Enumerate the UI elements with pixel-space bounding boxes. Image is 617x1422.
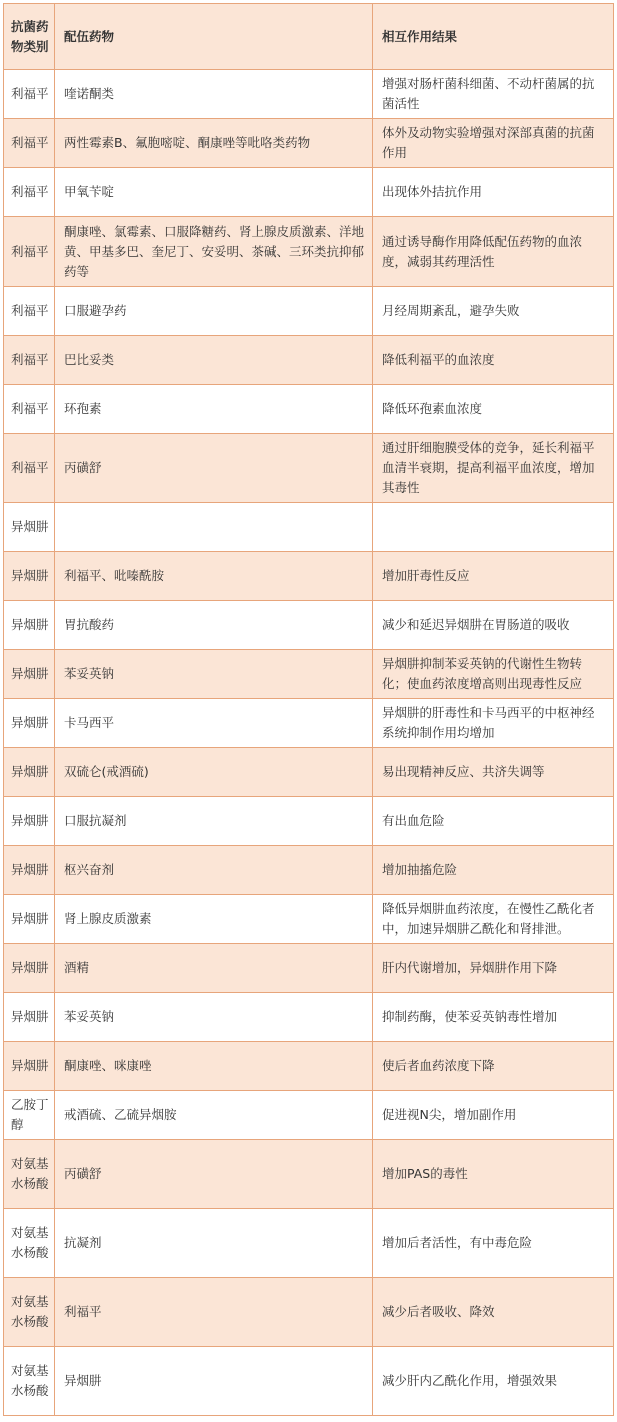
category-cell: 异烟肼 [4,1042,55,1091]
drug-cell: 苯妥英钠 [55,650,373,699]
table-row [4,1091,614,1140]
table-row [4,336,614,385]
table-row [4,168,614,217]
drug-cell: 卡马西平 [55,699,373,748]
result-cell: 通过诱导酶作用降低配伍药物的血浓度，减弱其药理活性 [373,217,614,287]
drug-cell: 异烟肼 [55,1347,373,1416]
category-cell: 异烟肼 [4,650,55,699]
drug-cell: 戒酒硫、乙硫异烟胺 [55,1091,373,1140]
drug-cell: 双硫仑(戒酒硫) [55,748,373,797]
category-cell: 异烟肼 [4,895,55,944]
table-row [4,434,614,503]
drug-cell: 酮康唑、氯霉素、口服降糖药、肾上腺皮质激素、洋地黄、甲基多巴、奎尼丁、安妥明、茶碱、三环类抗抑郁药等 [55,217,373,287]
category-cell: 乙胺丁醇 [4,1091,55,1140]
table-row [4,70,614,119]
category-cell: 对氨基水杨酸 [4,1278,55,1347]
table-row [4,601,614,650]
drug-cell: 利福平、吡嗪酰胺 [55,552,373,601]
table-row [4,1347,614,1416]
result-cell [373,503,614,552]
drug-cell: 两性霉素B、氟胞嘧啶、酮康唑等吡咯类药物 [55,119,373,168]
result-cell: 出现体外拮抗作用 [373,168,614,217]
table-row [4,797,614,846]
category-cell: 利福平 [4,70,55,119]
drug-cell: 巴比妥类 [55,336,373,385]
drug-cell: 环孢素 [55,385,373,434]
result-cell: 增加抽搐危险 [373,846,614,895]
category-cell: 对氨基水杨酸 [4,1347,55,1416]
result-cell: 易出现精神反应、共济失调等 [373,748,614,797]
result-cell: 使后者血药浓度下降 [373,1042,614,1091]
drug-cell: 胃抗酸药 [55,601,373,650]
category-cell: 异烟肼 [4,993,55,1042]
drug-cell: 抗凝剂 [55,1209,373,1278]
category-cell: 异烟肼 [4,552,55,601]
result-cell: 增加后者活性，有中毒危险 [373,1209,614,1278]
table-row [4,1042,614,1091]
table-row [4,385,614,434]
table-row [4,217,614,287]
category-cell: 对氨基水杨酸 [4,1209,55,1278]
table-row [4,895,614,944]
table-row [4,944,614,993]
drug-cell: 口服避孕药 [55,287,373,336]
result-cell: 异烟肼抑制苯妥英钠的代谢性生物转化；使血药浓度增高则出现毒性反应 [373,650,614,699]
drug-cell: 口服抗凝剂 [55,797,373,846]
category-cell: 利福平 [4,217,55,287]
header-row [4,4,614,70]
result-cell: 有出血危险 [373,797,614,846]
category-cell: 利福平 [4,168,55,217]
table-row [4,650,614,699]
result-cell: 肝内代谢增加，异烟肼作用下降 [373,944,614,993]
category-cell: 利福平 [4,434,55,503]
result-cell: 减少肝内乙酰化作用，增强效果 [373,1347,614,1416]
table-row [4,993,614,1042]
table-row [4,1278,614,1347]
header-result: 相互作用结果 [373,4,614,70]
drug-cell: 枢兴奋剂 [55,846,373,895]
category-cell: 利福平 [4,385,55,434]
result-cell: 减少和延迟异烟肼在胃肠道的吸收 [373,601,614,650]
result-cell: 抑制药酶，使苯妥英钠毒性增加 [373,993,614,1042]
category-cell: 异烟肼 [4,601,55,650]
drug-cell: 喹诺酮类 [55,70,373,119]
table-row [4,1140,614,1209]
category-cell: 异烟肼 [4,748,55,797]
table-row [4,846,614,895]
drug-cell: 丙磺舒 [55,434,373,503]
table-row [4,748,614,797]
result-cell: 降低环孢素血浓度 [373,385,614,434]
category-cell: 异烟肼 [4,699,55,748]
result-cell: 降低异烟肼血药浓度，在慢性乙酰化者中，加速异烟肼乙酰化和肾排泄。 [373,895,614,944]
result-cell: 通过肝细胞膜受体的竞争，延长利福平血清半衰期，提高利福平血浓度，增加其毒性 [373,434,614,503]
drug-cell: 甲氧苄啶 [55,168,373,217]
category-cell: 利福平 [4,287,55,336]
category-cell: 异烟肼 [4,797,55,846]
result-cell: 增加肝毒性反应 [373,552,614,601]
result-cell: 增强对肠杆菌科细菌、不动杆菌属的抗菌活性 [373,70,614,119]
drug-cell: 利福平 [55,1278,373,1347]
result-cell: 减少后者吸收、降效 [373,1278,614,1347]
category-cell: 异烟肼 [4,846,55,895]
drug-interaction-table [3,3,614,1416]
header-category: 抗菌药物类别 [4,4,55,70]
table-row [4,503,614,552]
table-row [4,287,614,336]
table-row [4,552,614,601]
result-cell: 增加PAS的毒性 [373,1140,614,1209]
drug-cell: 丙磺舒 [55,1140,373,1209]
drug-cell: 酮康唑、咪康唑 [55,1042,373,1091]
category-cell: 异烟肼 [4,503,55,552]
category-cell: 异烟肼 [4,944,55,993]
result-cell: 体外及动物实验增强对深部真菌的抗菌作用 [373,119,614,168]
category-cell: 利福平 [4,336,55,385]
result-cell: 异烟肼的肝毒性和卡马西平的中枢神经系统抑制作用均增加 [373,699,614,748]
category-cell: 对氨基水杨酸 [4,1140,55,1209]
category-cell: 利福平 [4,119,55,168]
drug-cell [55,503,373,552]
drug-cell: 酒精 [55,944,373,993]
result-cell: 降低利福平的血浓度 [373,336,614,385]
table-row [4,1209,614,1278]
table-row [4,119,614,168]
result-cell: 促进视N尖，增加副作用 [373,1091,614,1140]
header-drug: 配伍药物 [55,4,373,70]
table-row [4,699,614,748]
drug-cell: 苯妥英钠 [55,993,373,1042]
table-body [4,70,614,1416]
drug-cell: 肾上腺皮质激素 [55,895,373,944]
result-cell: 月经周期紊乱，避孕失败 [373,287,614,336]
